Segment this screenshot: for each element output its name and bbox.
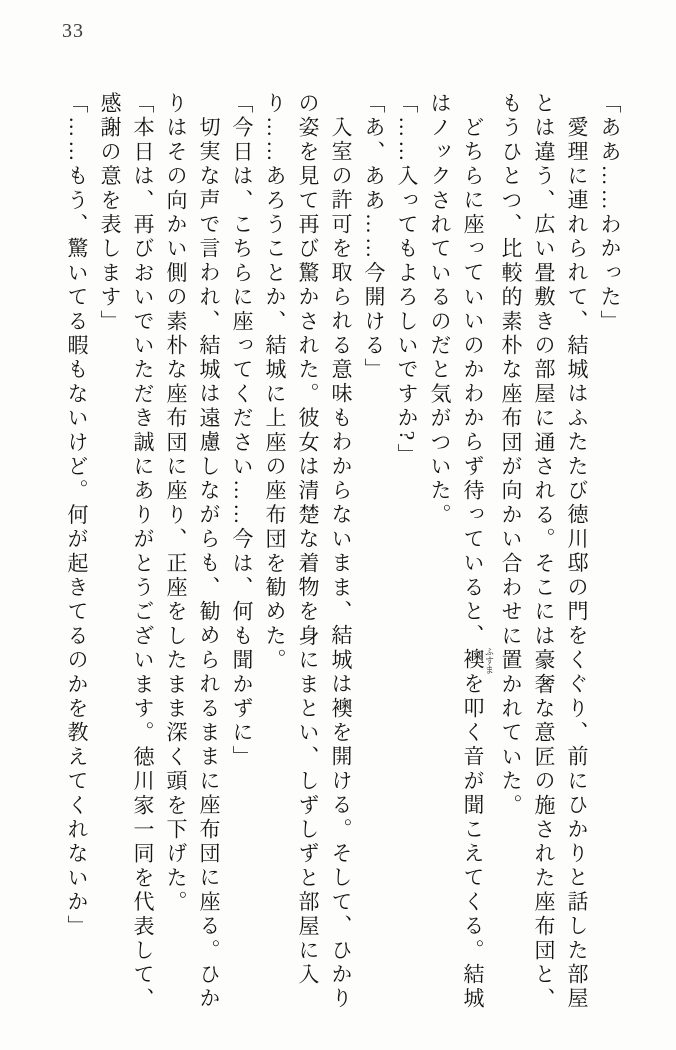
- dialogue-paragraph: 「ああ……わかった」: [598, 92, 622, 334]
- furigana-annotation: 襖 ふすま: [461, 647, 494, 675]
- page-text: [54, 92, 626, 1028]
- narrative-paragraph: 愛理に連れられて、結城はふたたび徳川邸の門をくぐり、前にひかりと話した部屋とは違う、広い畳敷きの部屋に通される。そこには豪奢な意匠の施された座布団と、もうひとつ、比較的素朴な座布団が向かい合わせに置かれていた。: [499, 92, 589, 1012]
- narrative-paragraph: 切実な声で言われ、結城は遠慮しながらも、勧められるままに座布団に座る。ひかりはその向かい側の素朴な座布団に座り、正座をしたまま深く頭を下げた。: [164, 92, 221, 1012]
- narrative-paragraph: 入室の許可を取られる意味もわからないまま、結城は襖を開ける。そして、ひかりの姿を見て再び驚かされた。彼女は清楚な着物を身にまとい、しずしずと部屋に入り……あろうことか、結城に上座の座布団を勧めた。: [263, 92, 353, 1012]
- narrative-paragraph: どちらに座っていいのかわからず待っていると、襖 ふすまを叩く音が聞こえてくる。結城はノックされているのだと気がついた。: [428, 92, 494, 1012]
- dialogue-paragraph: 「今日は、こちらに座ってください……今は、何も聞かずに」: [230, 92, 254, 770]
- dialogue-paragraph: 「あ、ああ……今開ける」: [362, 92, 386, 383]
- dialogue-paragraph: 「本日は、再びおいでいただき誠にありがとうございます。徳川家一同を代表して、感謝の意を表します」: [98, 92, 155, 1012]
- dialogue-paragraph: 「……入ってもよろしいですか?」: [395, 92, 419, 468]
- dialogue-paragraph: 「……もう、驚いてる暇もないけど。何が起きてるのかを教えてくれないか」: [65, 92, 89, 939]
- page-number: 33: [62, 20, 84, 42]
